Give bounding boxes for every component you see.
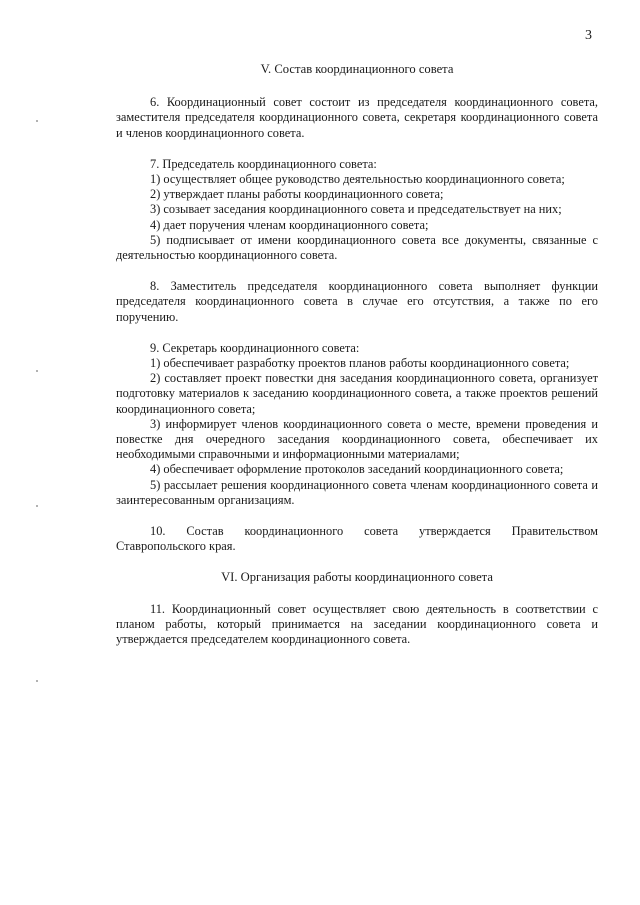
- clause-item: 1) осуществляет общее руководство деятельностью координационного совета;: [150, 172, 565, 187]
- clause-item: 4) обеспечивает оформление протоколов заседаний координационного совета;: [150, 462, 564, 477]
- scan-mark: [36, 370, 38, 372]
- clause-item: 2) составляет проект повестки дня заседания координационного совета, организует подготовку материалов к заседанию координационного совета, а также проектов решений координационного совета;: [116, 371, 598, 416]
- clause-8: [116, 279, 598, 325]
- clause-6: [116, 95, 598, 141]
- clause-text: 10. Состав координационного совета утверждается Правительством Ставропольского края.: [116, 524, 598, 554]
- clause-text: 6. Координационный совет состоит из председателя координационного совета, заместителя председателя координационного совета, секретаря координационного совета и членов координационного совета.: [116, 95, 598, 140]
- clause-item: 5) подписывает от имени координационного совета все документы, связанные с деятельностью координационного совета.: [116, 232, 598, 263]
- clause-9: [116, 341, 598, 508]
- scan-mark: [36, 680, 38, 682]
- clause-item: 2) утверждает планы работы координационного совета;: [150, 187, 444, 202]
- clause-7: [116, 157, 598, 263]
- clause-text: 11. Координационный совет осуществляет свою деятельность в соответствии с планом работы, который принимается на заседании координационного совета и утверждается председателем координационного совета.: [116, 601, 598, 647]
- clause-text: 9. Секретарь координационного совета:: [150, 340, 360, 355]
- page-number: 3: [585, 28, 592, 43]
- scan-mark: [36, 505, 38, 507]
- scan-mark: [36, 120, 38, 122]
- section-heading-vi: VI. Организация работы координационного совета: [221, 570, 493, 585]
- clause-item: 3) созывает заседания координационного совета и председательствует на них;: [150, 202, 562, 217]
- clause-item: 5) рассылает решения координационного совета членам координационного совета и заинтересованным организациям.: [116, 477, 598, 507]
- clause-11: [116, 602, 598, 648]
- clause-text: 7. Председатель координационного совета:: [150, 156, 377, 171]
- clause-10: [116, 524, 598, 554]
- clause-text: 8. Заместитель председателя координационного совета выполняет функции председателя координационного совета в случае его отсутствия, а также по его поручению.: [116, 279, 598, 324]
- clause-item: 3) информирует членов координационного совета о месте, времени проведения и повестке дня очередного заседания координационного совета, обеспечивает их необходимыми справочными и информационными материалами;: [116, 416, 598, 462]
- clause-item: 4) дает поручения членам координационного совета;: [150, 217, 429, 232]
- section-heading-v: V. Состав координационного совета: [260, 62, 454, 76]
- document-body: [116, 62, 598, 663]
- clause-item: 1) обеспечивает разработку проектов планов работы координационного совета;: [150, 356, 570, 371]
